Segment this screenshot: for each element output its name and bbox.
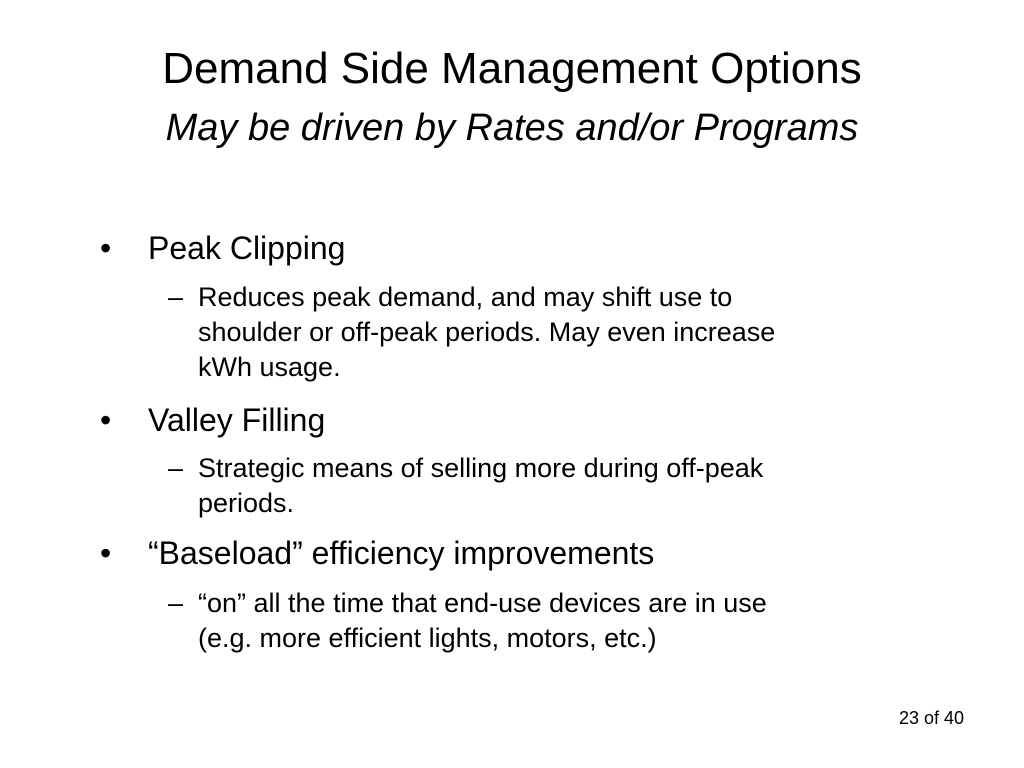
bullet-icon: • [100, 535, 112, 571]
slide-subtitle: May be driven by Rates and/or Programs [165, 107, 859, 149]
bullet-label: “Baseload” efficiency improvements [148, 535, 655, 571]
sub-bullet-text [198, 451, 938, 521]
dash-icon: – [168, 453, 184, 483]
sub-bullet-line: (e.g. more efficient lights, motors, etc.) [198, 623, 657, 653]
bullet-label: Valley Filling [148, 402, 326, 438]
sub-bullet-text [198, 280, 938, 385]
sub-bullet-line: kWh usage. [198, 352, 341, 382]
bullet-icon: • [100, 402, 112, 438]
sub-bullet-line: “on” all the time that end-use devices are in use [198, 588, 767, 618]
bullet-label: Peak Clipping [148, 230, 346, 266]
sub-bullet-line: shoulder or off-peak periods. May even increase [198, 317, 776, 347]
bullet-icon: • [100, 230, 112, 266]
slide-title: Demand Side Management Options [162, 44, 862, 93]
sub-bullet-text [198, 586, 938, 656]
sub-bullet-line: Strategic means of selling more during off-peak [198, 453, 764, 483]
dash-icon: – [168, 588, 184, 618]
sub-bullet-line: Reduces peak demand, and may shift use to [198, 282, 733, 312]
dash-icon: – [168, 282, 184, 312]
sub-bullet-line: periods. [198, 488, 295, 518]
page-number: 23 of 40 [898, 708, 964, 728]
